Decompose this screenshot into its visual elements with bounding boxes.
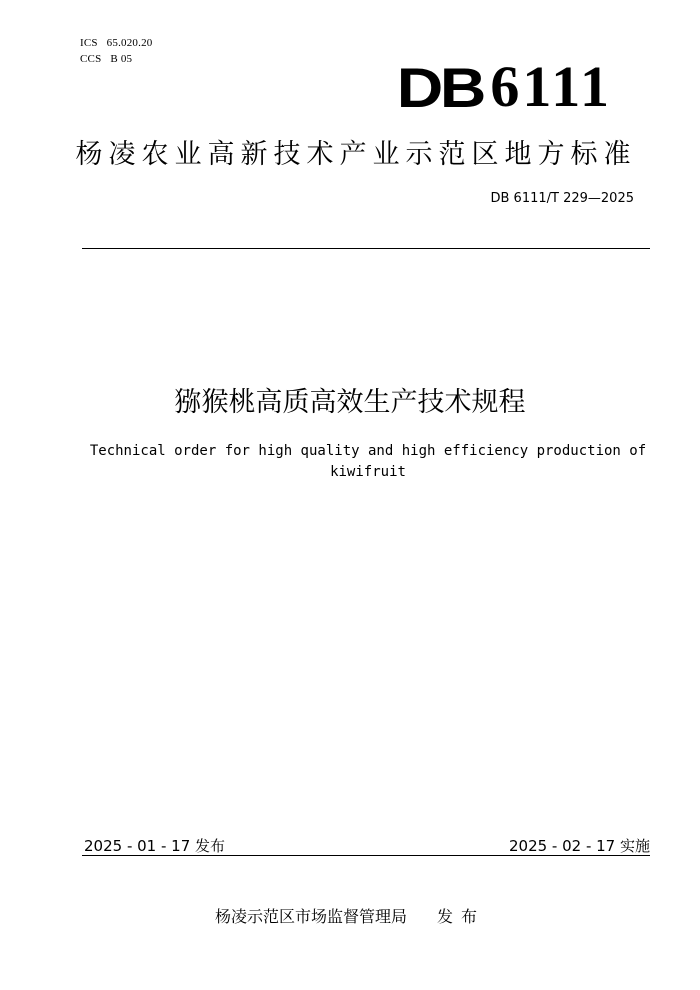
- db-logo-number: 6111: [490, 54, 612, 119]
- ics-code: [80, 35, 152, 51]
- standard-code: DB 6111/T 229—2025: [490, 191, 634, 206]
- ics-label: ICS: [80, 37, 98, 49]
- date-row: [84, 835, 650, 856]
- ics-value: 65.020.20: [106, 37, 153, 49]
- db-logo-letters: DB: [396, 56, 483, 119]
- implementation-date: 2025 - 02 - 17 实施: [508, 837, 650, 855]
- standard-type-heading: 杨凌农业高新技术产业示范区地方标准: [75, 139, 637, 170]
- top-divider: [82, 248, 650, 249]
- release-date: 2025 - 01 - 17 发布: [84, 837, 226, 855]
- ccs-value: B 05: [110, 53, 133, 65]
- ccs-code: [80, 51, 152, 67]
- ccs-label: CCS: [80, 53, 102, 65]
- title-english: Technical order for high quality and high efficiency production of kiwifruit: [89, 443, 647, 480]
- issuer-name: 杨凌示范区市场监督管理局: [214, 907, 407, 926]
- issuer-action: 发布: [437, 907, 486, 926]
- classification-codes: [80, 35, 152, 67]
- issuer-line: [0, 904, 700, 927]
- bottom-divider: [82, 855, 650, 856]
- title-chinese: 猕猴桃高质高效生产技术规程: [174, 387, 526, 418]
- db-standard-logo: [396, 54, 613, 119]
